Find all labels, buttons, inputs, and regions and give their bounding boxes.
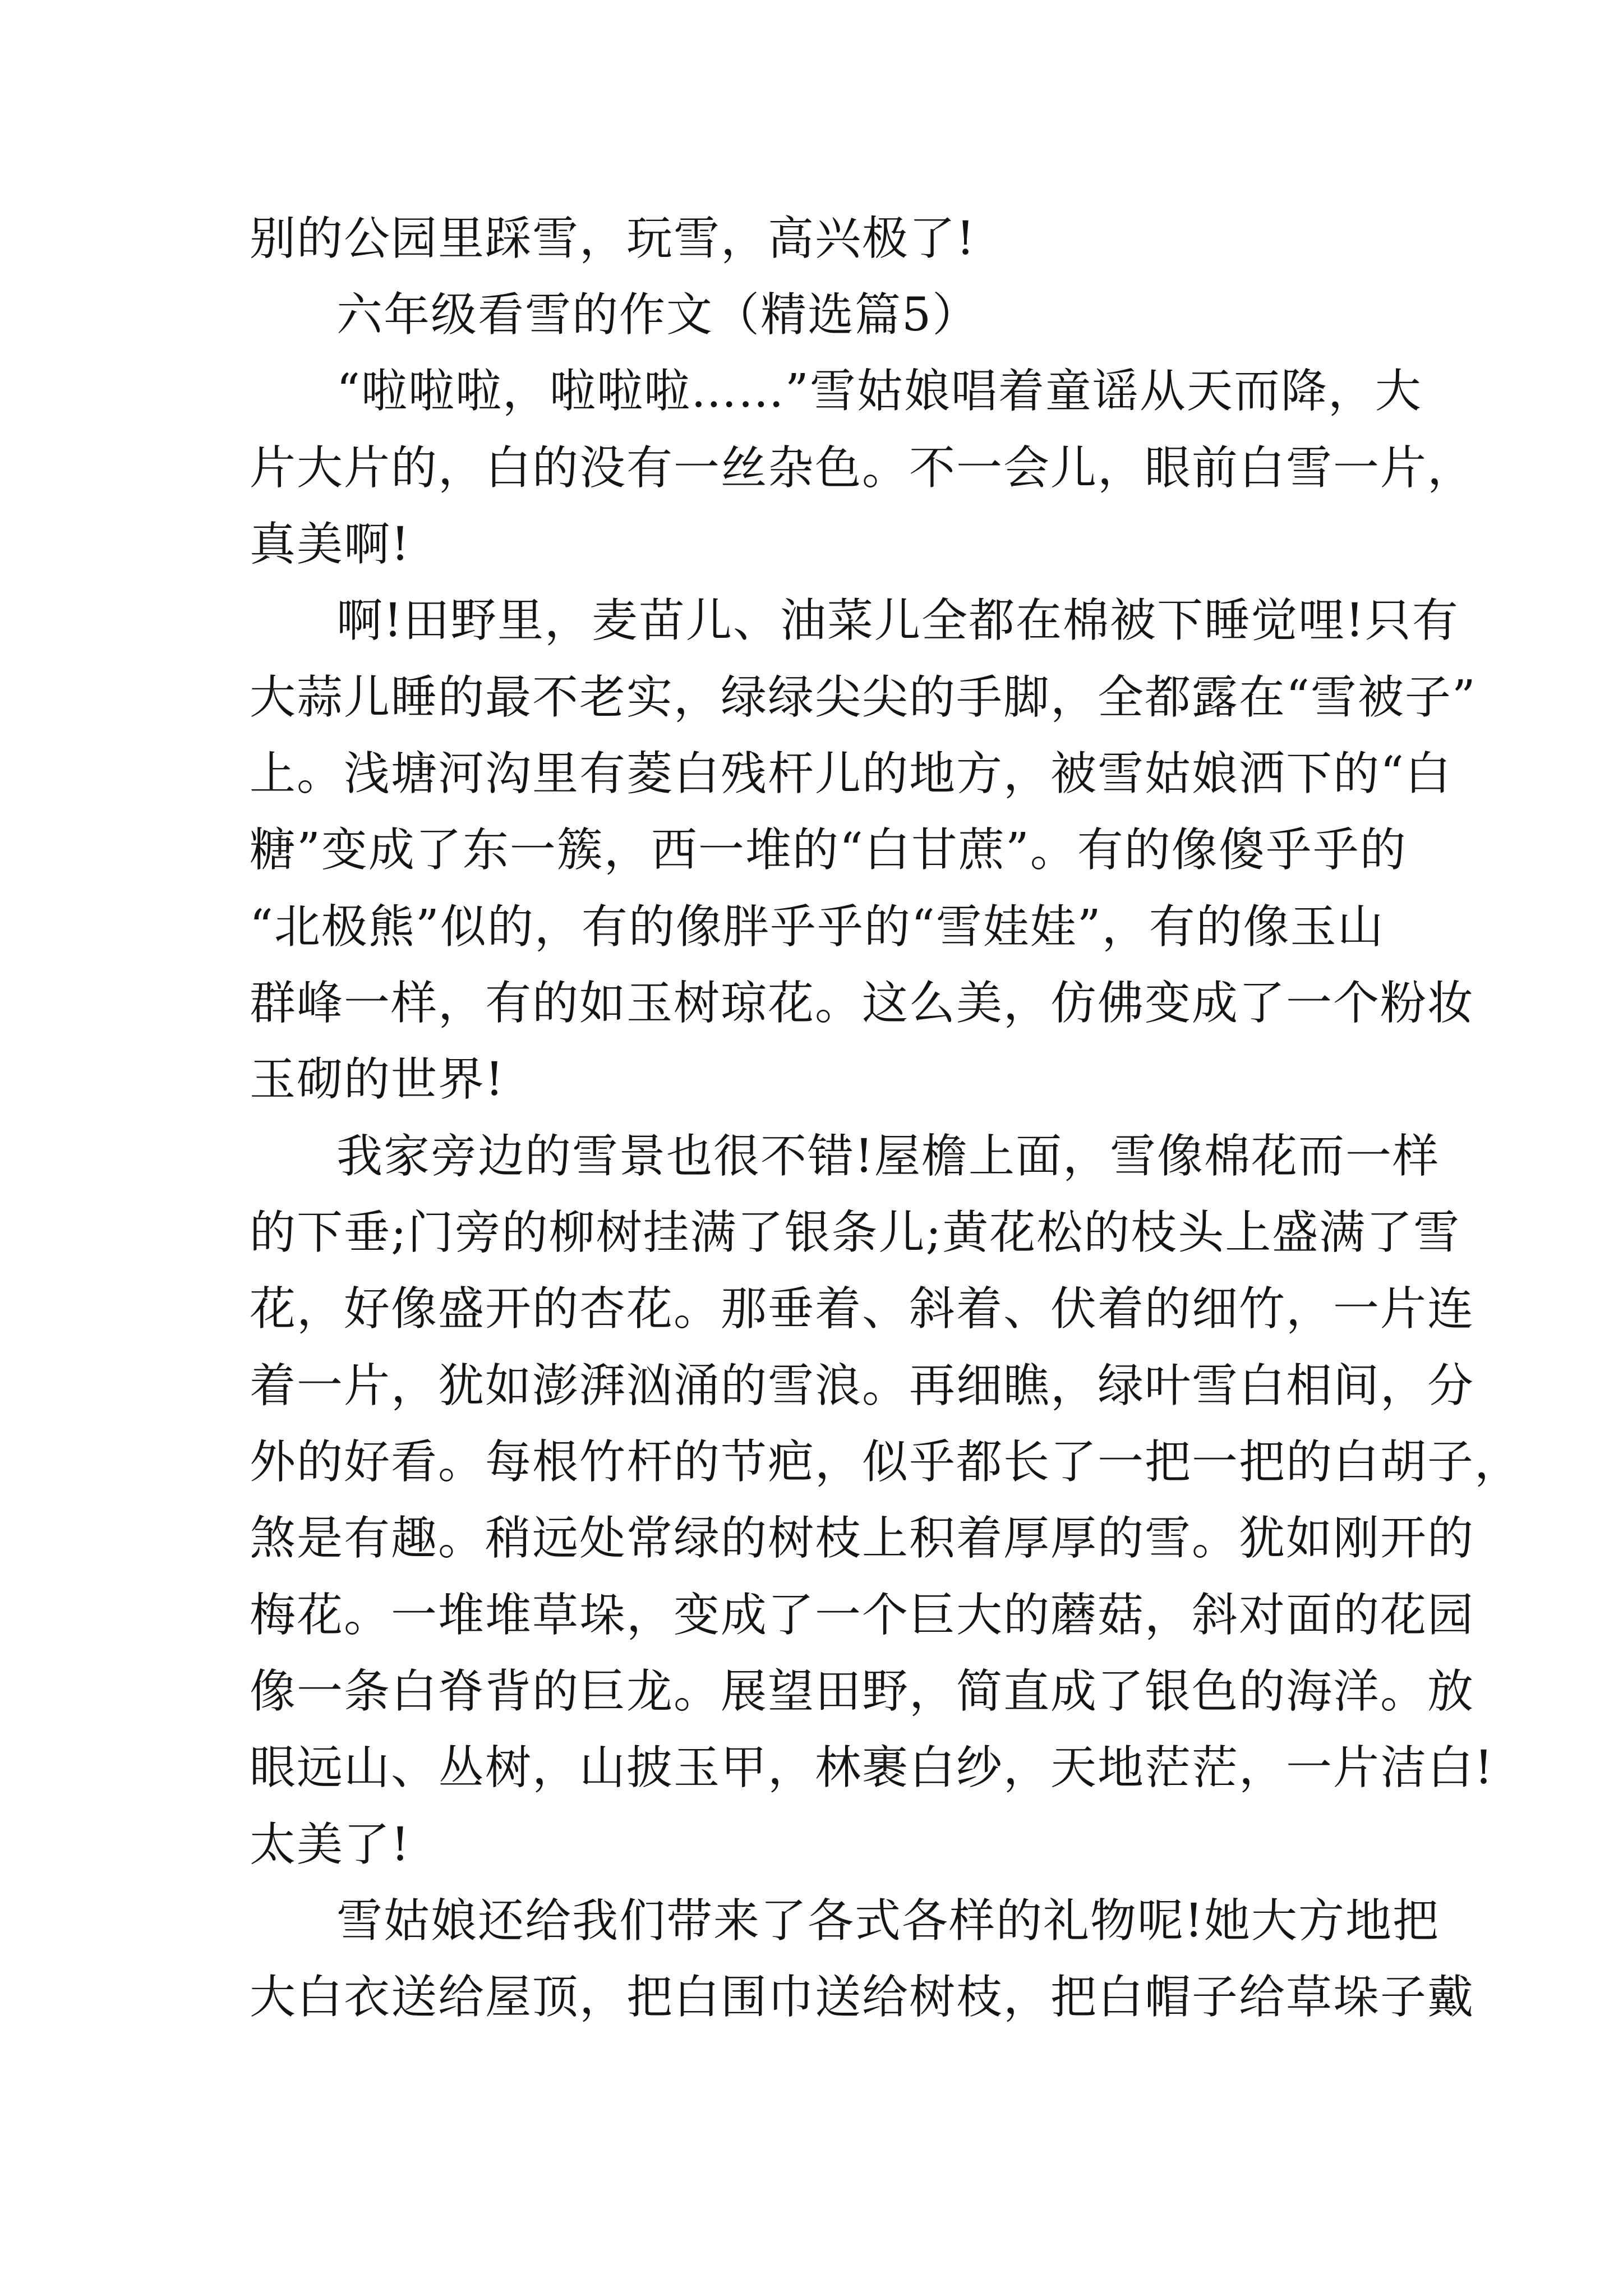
text-line: 雪姑娘还给我们带来了各式各样的礼物呢!她大方地把 (336, 1894, 1440, 1948)
text-line: 着一片，犹如澎湃汹涌的雪浪。再细瞧，绿叶雪白相间，分 (250, 1359, 1475, 1412)
text-line: 的下垂;门旁的柳树挂满了银条儿;黄花松的枝头上盛满了雪 (250, 1206, 1461, 1259)
text-line: 我家旁边的雪景也很不错!屋檐上面，雪像棉花而一样 (336, 1130, 1440, 1183)
text-line: 上。浅塘河沟里有菱白残杆儿的地方，被雪姑娘洒下的“白 (250, 747, 1452, 800)
text-line: 外的好看。每根竹杆的节疤，似乎都长了一把一把的白胡子， (250, 1435, 1522, 1489)
text-line: 片大片的，白的没有一丝杂色。不一会儿，眼前白雪一片， (250, 441, 1475, 495)
text-line: 太美了! (250, 1818, 411, 1871)
text-line: 啊!田野里，麦苗儿、油菜儿全都在棉被下睡觉哩!只有 (336, 594, 1459, 647)
text-line: 真美啊! (250, 518, 411, 571)
text-line: 别的公园里踩雪，玩雪，高兴极了! (250, 212, 976, 265)
text-line: 花，好像盛开的杏花。那垂着、斜着、伏着的细竹，一片连 (250, 1282, 1475, 1336)
text-line: 眼远山、丛树，山披玉甲，林裹白纱，天地茫茫，一片洁白! (250, 1741, 1494, 1795)
text-line: 群峰一样，有的如玉树琼花。这么美，仿佛变成了一个粉妆 (250, 977, 1475, 1030)
text-line: 煞是有趣。稍远处常绿的树枝上积着厚厚的雪。犹如刚开的 (250, 1512, 1475, 1565)
text-line: “北极熊”似的，有的像胖乎乎的“雪娃娃”，有的像玉山 (250, 900, 1385, 954)
text-line: 大白衣送给屋顶，把白围巾送给树枝，把白帽子给草垛子戴 (250, 1971, 1475, 2024)
section-heading: 六年级看雪的作文（精选篇5） (336, 288, 980, 342)
text-line: 糖”变成了东一簇，西一堆的“白甘蔗”。有的像傻乎乎的 (250, 823, 1407, 877)
text-line: “啦啦啦，啦啦啦……”雪姑娘唱着童谣从天而降，大 (336, 365, 1422, 418)
text-line: 大蒜儿睡的最不老实，绿绿尖尖的手脚，全都露在“雪被子” (250, 671, 1477, 724)
text-line: 玉砌的世界! (250, 1053, 505, 1106)
text-line: 梅花。一堆堆草垛，变成了一个巨大的蘑菇，斜对面的花园 (250, 1589, 1475, 1642)
text-line: 像一条白脊背的巨龙。展望田野，简直成了银色的海洋。放 (250, 1665, 1475, 1718)
